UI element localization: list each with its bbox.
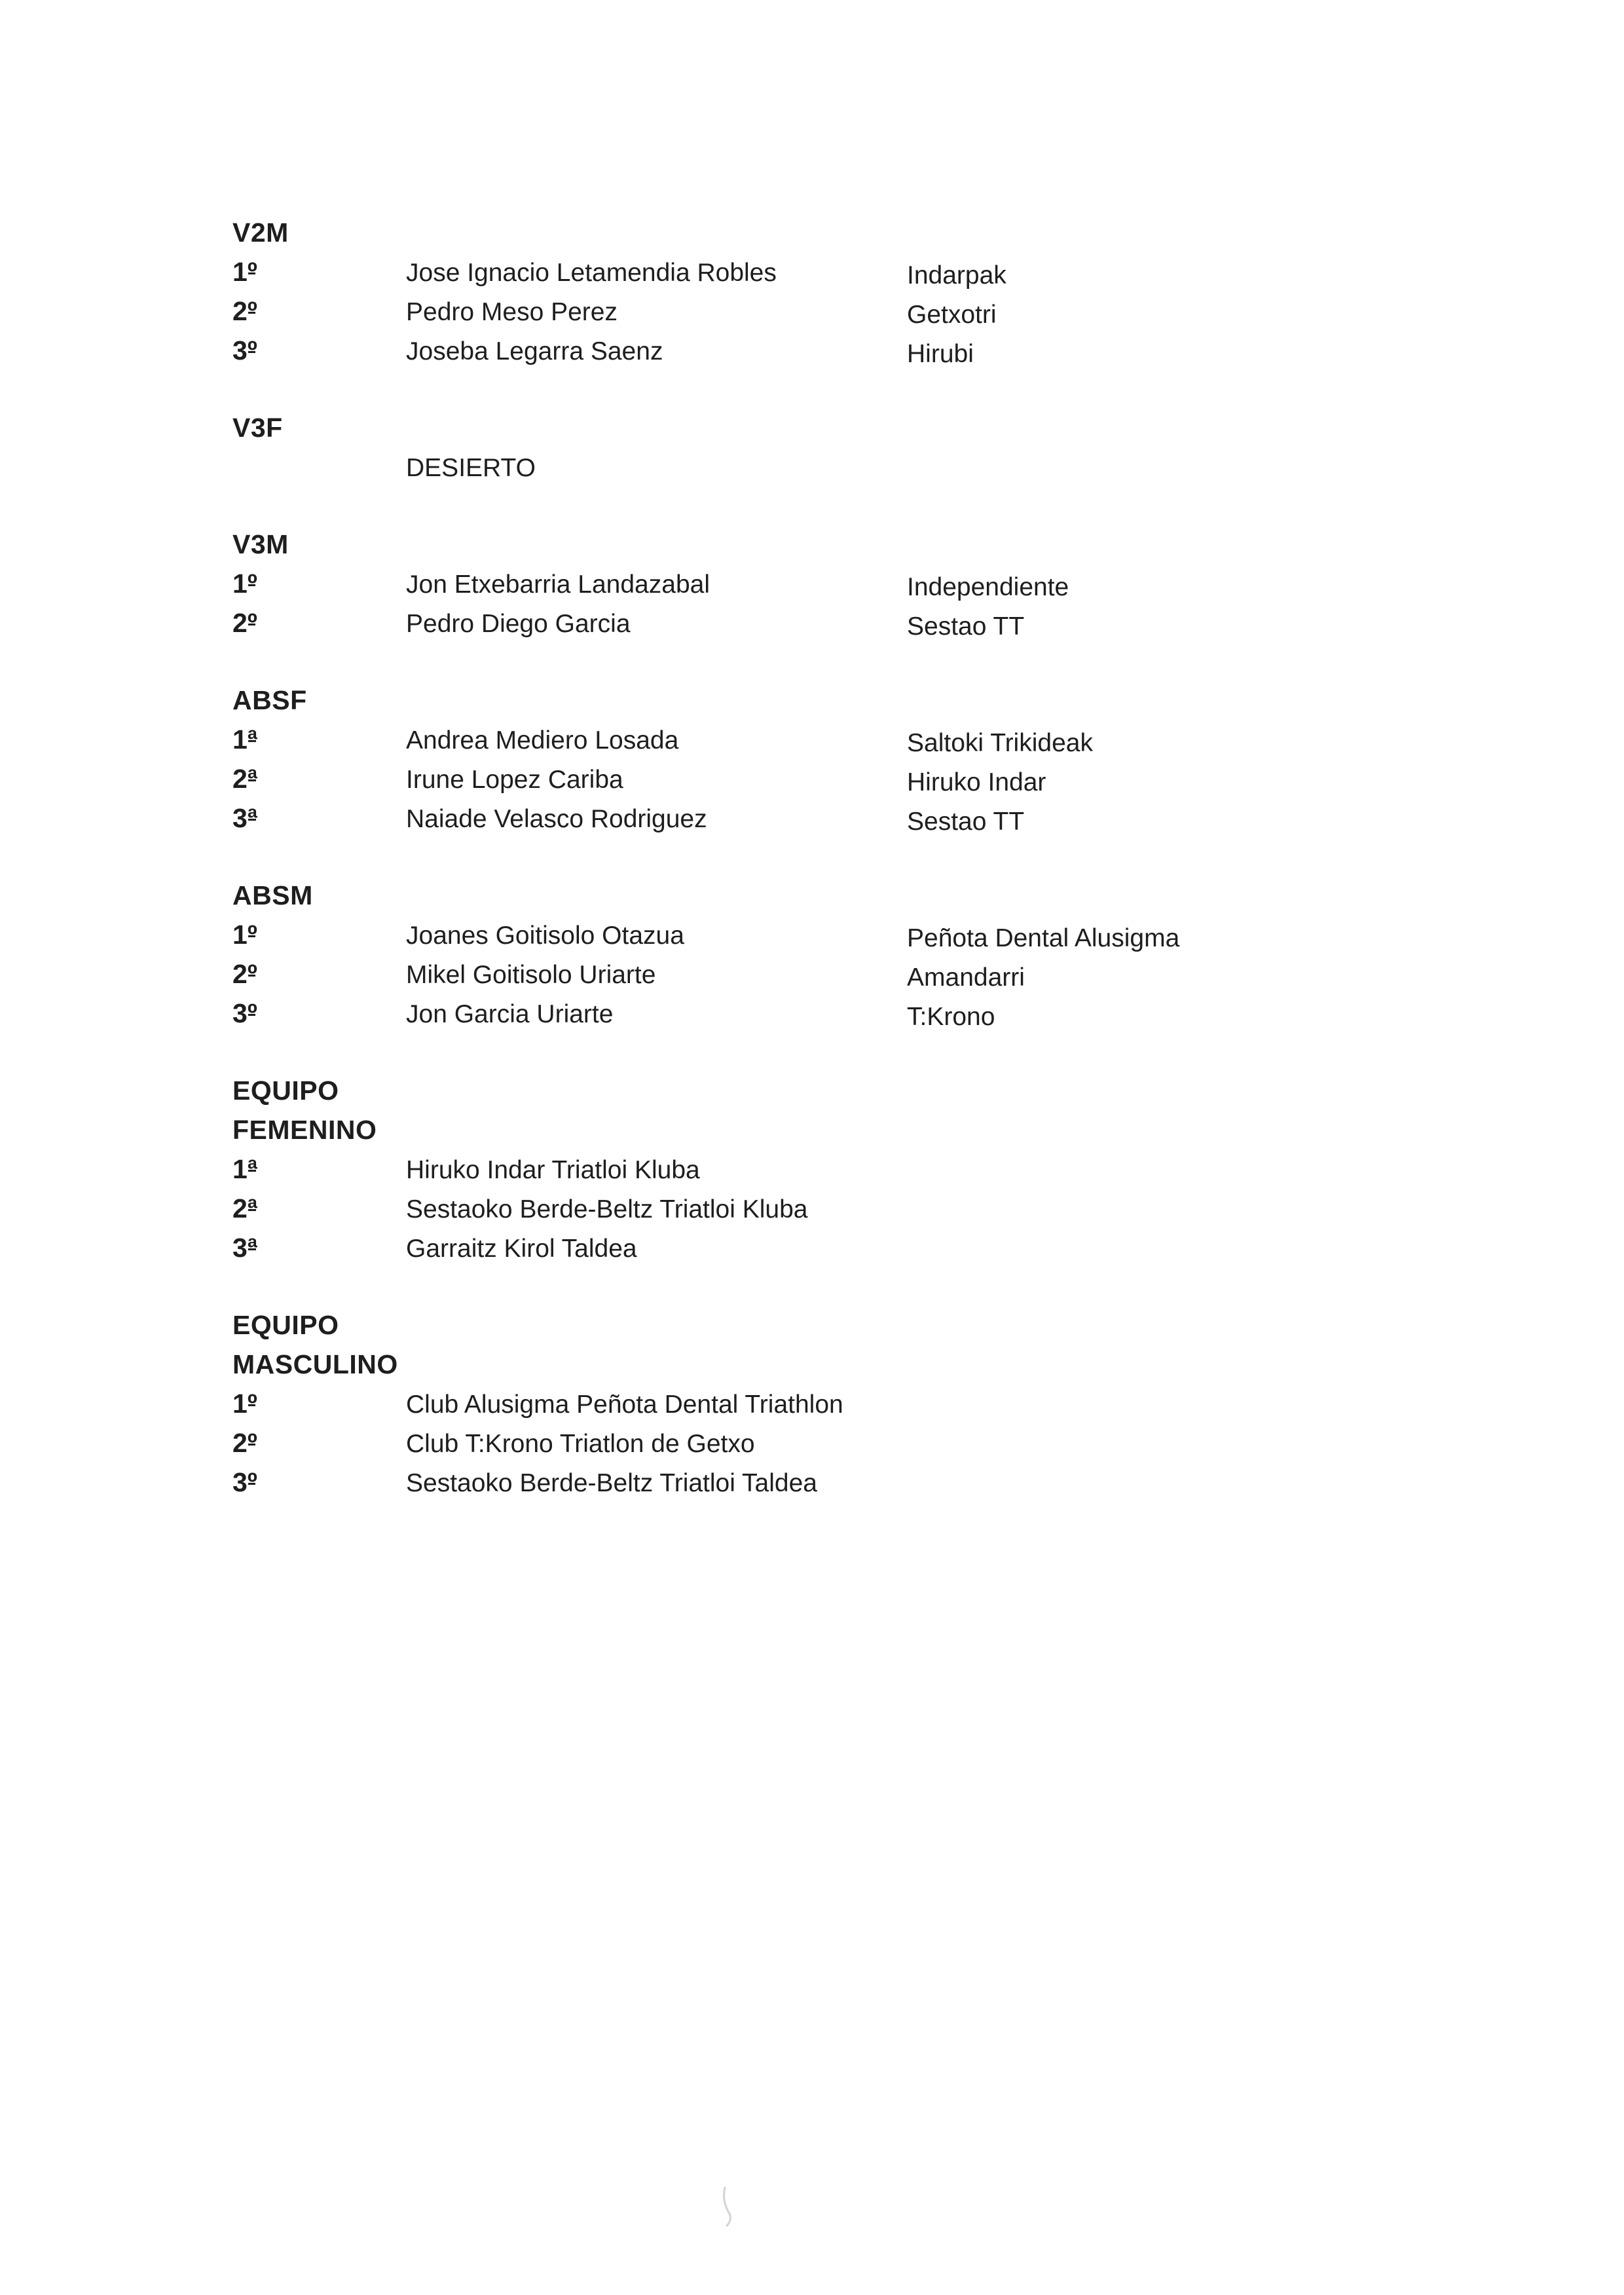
- category-title: EQUIPO: [232, 1075, 339, 1106]
- result-row: [232, 1423, 1411, 1463]
- ordinal-indicator: º: [247, 959, 257, 989]
- club-name: Getxotri: [907, 301, 997, 329]
- result-row: [232, 1189, 1411, 1228]
- result-row: [232, 291, 1411, 331]
- result-row: [232, 720, 1411, 759]
- category-title: ABSM: [232, 880, 313, 910]
- rank-label: 1ª: [232, 1154, 257, 1184]
- rank-label: 3ª: [232, 1233, 257, 1263]
- rank-label: 2ª: [232, 1193, 257, 1223]
- athlete-name: Jon Garcia Uriarte: [406, 1000, 614, 1028]
- ordinal-indicator: ª: [247, 764, 257, 794]
- result-row: [232, 1384, 1411, 1423]
- result-row: [232, 1149, 1411, 1189]
- club-name: Peñota Dental Alusigma: [907, 924, 1180, 952]
- ordinal-indicator: º: [247, 998, 257, 1028]
- category-section-absm: [232, 876, 1411, 1033]
- ordinal-indicator: º: [247, 608, 257, 638]
- team-name: Club T:Krono Triatlon de Getxo: [406, 1430, 755, 1458]
- result-row: [232, 798, 1411, 838]
- team-name: Garraitz Kirol Taldea: [406, 1235, 637, 1263]
- club-name: T:Krono: [907, 1003, 995, 1031]
- rank-label: 2º: [232, 959, 257, 989]
- result-row: [232, 564, 1411, 603]
- team-name: Sestaoko Berde-Beltz Triatloi Taldea: [406, 1469, 817, 1497]
- result-row: [232, 954, 1411, 994]
- rank-label: 3º: [232, 998, 257, 1028]
- athlete-name: Andrea Mediero Losada: [406, 726, 679, 755]
- category-section-equipo-masculino: [232, 1305, 1411, 1502]
- club-name: Indarpak: [907, 261, 1006, 289]
- result-row: [232, 759, 1411, 798]
- results-list: [232, 213, 1411, 1540]
- rank-label: 1ª: [232, 724, 257, 755]
- rank-label: 1º: [232, 1389, 257, 1419]
- rank-label: 3º: [232, 335, 257, 365]
- club-name: Sestao TT: [907, 612, 1025, 641]
- category-title: EQUIPO: [232, 1310, 339, 1340]
- result-row: [232, 331, 1411, 370]
- athlete-name: Jose Ignacio Letamendia Robles: [406, 259, 777, 287]
- scan-artifact: [715, 2186, 739, 2230]
- team-name: Sestaoko Berde-Beltz Triatloi Kluba: [406, 1195, 808, 1223]
- category-section-absf: [232, 681, 1411, 838]
- athlete-name: Irune Lopez Cariba: [406, 766, 623, 794]
- club-name: Independiente: [907, 573, 1069, 601]
- ordinal-indicator: ª: [247, 1233, 257, 1263]
- rank-label: 3º: [232, 1467, 257, 1497]
- ordinal-indicator: º: [247, 569, 257, 599]
- club-name: [907, 451, 1411, 491]
- club-name: [907, 1232, 1411, 1271]
- athlete-name: Mikel Goitisolo Uriarte: [406, 961, 656, 989]
- category-title: V3M: [232, 529, 289, 559]
- ordinal-indicator: º: [247, 1389, 257, 1419]
- club-name: Hiruko Indar: [907, 768, 1046, 796]
- rank-label: 2º: [232, 1428, 257, 1458]
- club-name: [907, 1466, 1411, 1506]
- result-row: [232, 252, 1411, 291]
- ordinal-indicator: º: [247, 296, 257, 326]
- athlete-name: Naiade Velasco Rodriguez: [406, 805, 707, 833]
- category-title: FEMENINO: [232, 1115, 377, 1145]
- club-name: [907, 1153, 1411, 1193]
- ordinal-indicator: º: [247, 1428, 257, 1458]
- team-name: Club Alusigma Peñota Dental Triathlon: [406, 1390, 843, 1419]
- category-section-v3f: [232, 408, 1411, 487]
- team-name: Hiruko Indar Triatloi Kluba: [406, 1156, 700, 1184]
- rank-label: 2ª: [232, 764, 257, 794]
- category-title: ABSF: [232, 685, 307, 715]
- rank-label: 2º: [232, 296, 257, 326]
- category-title: V2M: [232, 217, 289, 248]
- category-section-v3m: [232, 525, 1411, 643]
- ordinal-indicator: º: [247, 335, 257, 365]
- club-name: Sestao TT: [907, 808, 1025, 836]
- result-row: [232, 1463, 1411, 1502]
- club-name: [907, 1388, 1411, 1427]
- empty-category-label: DESIERTO: [406, 454, 536, 482]
- club-name: Amandarri: [907, 963, 1025, 992]
- ordinal-indicator: ª: [247, 803, 257, 833]
- result-row: [232, 915, 1411, 954]
- club-name: [907, 1427, 1411, 1466]
- category-section-equipo-femenino: [232, 1071, 1411, 1267]
- ordinal-indicator: º: [247, 1467, 257, 1497]
- rank-label: 1º: [232, 569, 257, 599]
- rank-label: 1º: [232, 257, 257, 287]
- category-title: MASCULINO: [232, 1349, 398, 1379]
- ordinal-indicator: ª: [247, 1193, 257, 1223]
- rank-label: 3ª: [232, 803, 257, 833]
- ordinal-indicator: ª: [247, 724, 257, 755]
- result-row: [232, 1228, 1411, 1267]
- athlete-name: Pedro Meso Perez: [406, 298, 618, 326]
- club-name: Saltoki Trikideak: [907, 729, 1093, 757]
- ordinal-indicator: ª: [247, 1154, 257, 1184]
- athlete-name: Joseba Legarra Saenz: [406, 337, 663, 365]
- result-row: [232, 603, 1411, 643]
- athlete-name: Jon Etxebarria Landazabal: [406, 570, 710, 599]
- club-name: [907, 1193, 1411, 1232]
- club-name: Hirubi: [907, 340, 974, 368]
- athlete-name: Joanes Goitisolo Otazua: [406, 922, 684, 950]
- category-section-v2m: [232, 213, 1411, 370]
- result-row: [232, 447, 1411, 487]
- rank-label: [232, 447, 406, 487]
- category-title: V3F: [232, 413, 283, 443]
- ordinal-indicator: º: [247, 257, 257, 287]
- rank-label: 1º: [232, 920, 257, 950]
- rank-label: 2º: [232, 608, 257, 638]
- ordinal-indicator: º: [247, 920, 257, 950]
- athlete-name: Pedro Diego Garcia: [406, 610, 631, 638]
- result-row: [232, 994, 1411, 1033]
